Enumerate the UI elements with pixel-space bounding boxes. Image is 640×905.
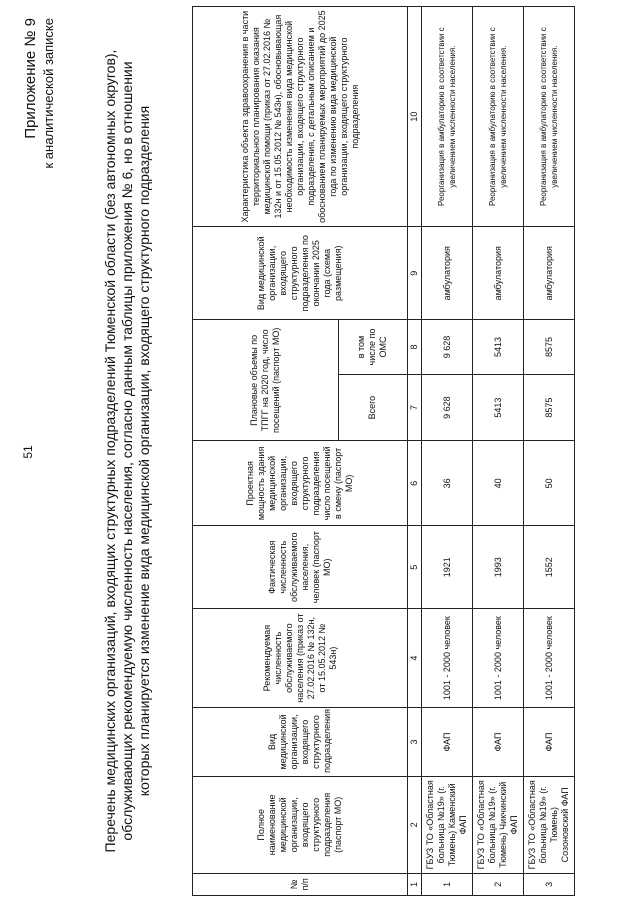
column-number: 2 (408, 776, 422, 873)
cell-capacity: 40 (473, 441, 524, 526)
header-num: № п/п (193, 873, 408, 895)
cell-total: 9 628 (422, 374, 473, 441)
cell-actual: 1921 (422, 526, 473, 609)
cell-type: ФАП (524, 708, 575, 777)
table-header-row (193, 7, 339, 896)
cell-type: ФАП (473, 708, 524, 777)
column-number: 4 (408, 609, 422, 708)
cell-oms: 8575 (524, 320, 575, 375)
header-type: Вид медицинской организации, входящего структурного подразделения (193, 708, 408, 777)
organizations-table (192, 6, 575, 896)
cell-num: 2 (473, 873, 524, 895)
header-planned-type: Вид медицинской организации, входящего структурного подразделения по окончании 2025 года (схема размещения) (193, 227, 408, 320)
cell-total: 5413 (473, 374, 524, 441)
cell-num: 3 (524, 873, 575, 895)
cell-capacity: 50 (524, 441, 575, 526)
heading-block (14, 6, 192, 896)
header-volumes-oms: в том числе по ОМС (338, 320, 407, 375)
cell-oms: 5413 (473, 320, 524, 375)
column-number: 9 (408, 227, 422, 320)
appendix-subtitle: к аналитической записке (41, 18, 56, 169)
cell-characteristic: Реорганизация в амбулаторию в соответствии с увеличением численности населения. (473, 7, 524, 227)
header-actual: Фактическая численность обслуживаемого населения, человек (паспорт МО) (193, 526, 408, 609)
rotated-page-content (14, 6, 629, 896)
header-characteristic: Характеристика объекта здравоохранения в части территориального планирования оказания медицинской помощи (приказ от 27.02.2016 № 132н и от 15.05.2012 № 543н), обосновывающая необходимость изменения вида медицинской организации, входящего структурного подразделения, с детальным описанием и обоснованием планируемых мероприятий до 2025 года по изменению вида медицинской организации, входящего структурного подразделения (193, 7, 408, 227)
header-capacity: Проектная мощность здания медицинской организации, входящего структурного подразделения число посещений в смену (паспорт МО) (193, 441, 408, 526)
cell-type: ФАП (422, 708, 473, 777)
column-number: 8 (408, 320, 422, 375)
cell-total: 8575 (524, 374, 575, 441)
table-row (473, 7, 524, 896)
cell-name: ГБУЗ ТО «Областная больница №19» (г. Тюмень) Каменский ФАП (422, 776, 473, 873)
cell-oms: 9 628 (422, 320, 473, 375)
cell-capacity: 36 (422, 441, 473, 526)
column-number: 6 (408, 441, 422, 526)
table-row (524, 7, 575, 896)
cell-planned-type: амбулатория (422, 227, 473, 320)
column-number-row (408, 7, 422, 896)
cell-actual: 1552 (524, 526, 575, 609)
column-number: 3 (408, 708, 422, 777)
cell-actual: 1993 (473, 526, 524, 609)
cell-characteristic: Реорганизация в амбулаторию в соответствии с увеличением численности населения. (524, 7, 575, 227)
cell-recommended: 1001 - 2000 человек (422, 609, 473, 708)
header-volumes: Плановые объемы по ТПГГ на 2020 год, число посещений (паспорт МО) (193, 320, 339, 441)
cell-characteristic: Реорганизация в амбулаторию в соответствии с увеличением численности населения. (422, 7, 473, 227)
page-number: 51 (21, 445, 35, 459)
cell-recommended: 1001 - 2000 человек (473, 609, 524, 708)
document-title: Перечень медицинских организаций, входящих структурных подразделений Тюменской области (без автономных округов), обслуживающих рекомендуемую численность населения, согласно данным таблицы приложения № 6, но в отношении которых планируется изменение вида медицинской организации, входящего структурного подразделения (102, 49, 152, 853)
column-number: 5 (408, 526, 422, 609)
cell-planned-type: амбулатория (524, 227, 575, 320)
cell-num: 1 (422, 873, 473, 895)
appendix-title: Приложение № 9 (22, 18, 39, 139)
column-number: 10 (408, 7, 422, 227)
header-recommended: Рекомендуемая численность обслуживаемого населения (приказ от 27.02.2016 № 132н, от 15.05.2012 № 543н) (193, 609, 408, 708)
column-number: 1 (408, 873, 422, 895)
cell-recommended: 1001 - 2000 человек (524, 609, 575, 708)
appendix-header (22, 18, 58, 169)
column-number: 7 (408, 374, 422, 441)
table-row (422, 7, 473, 896)
header-name: Полное наименование медицинской организации, входящего структурного подразделения (паспорт МО) (193, 776, 408, 873)
cell-name: ГБУЗ ТО «Областная больница №19» (г. Тюмень) Чикчинский ФАП (473, 776, 524, 873)
header-volumes-total: Всего (338, 374, 407, 441)
cell-planned-type: амбулатория (473, 227, 524, 320)
cell-name: ГБУЗ ТО «Областная больница №19» (г. Тюмень) Созоновский ФАП (524, 776, 575, 873)
